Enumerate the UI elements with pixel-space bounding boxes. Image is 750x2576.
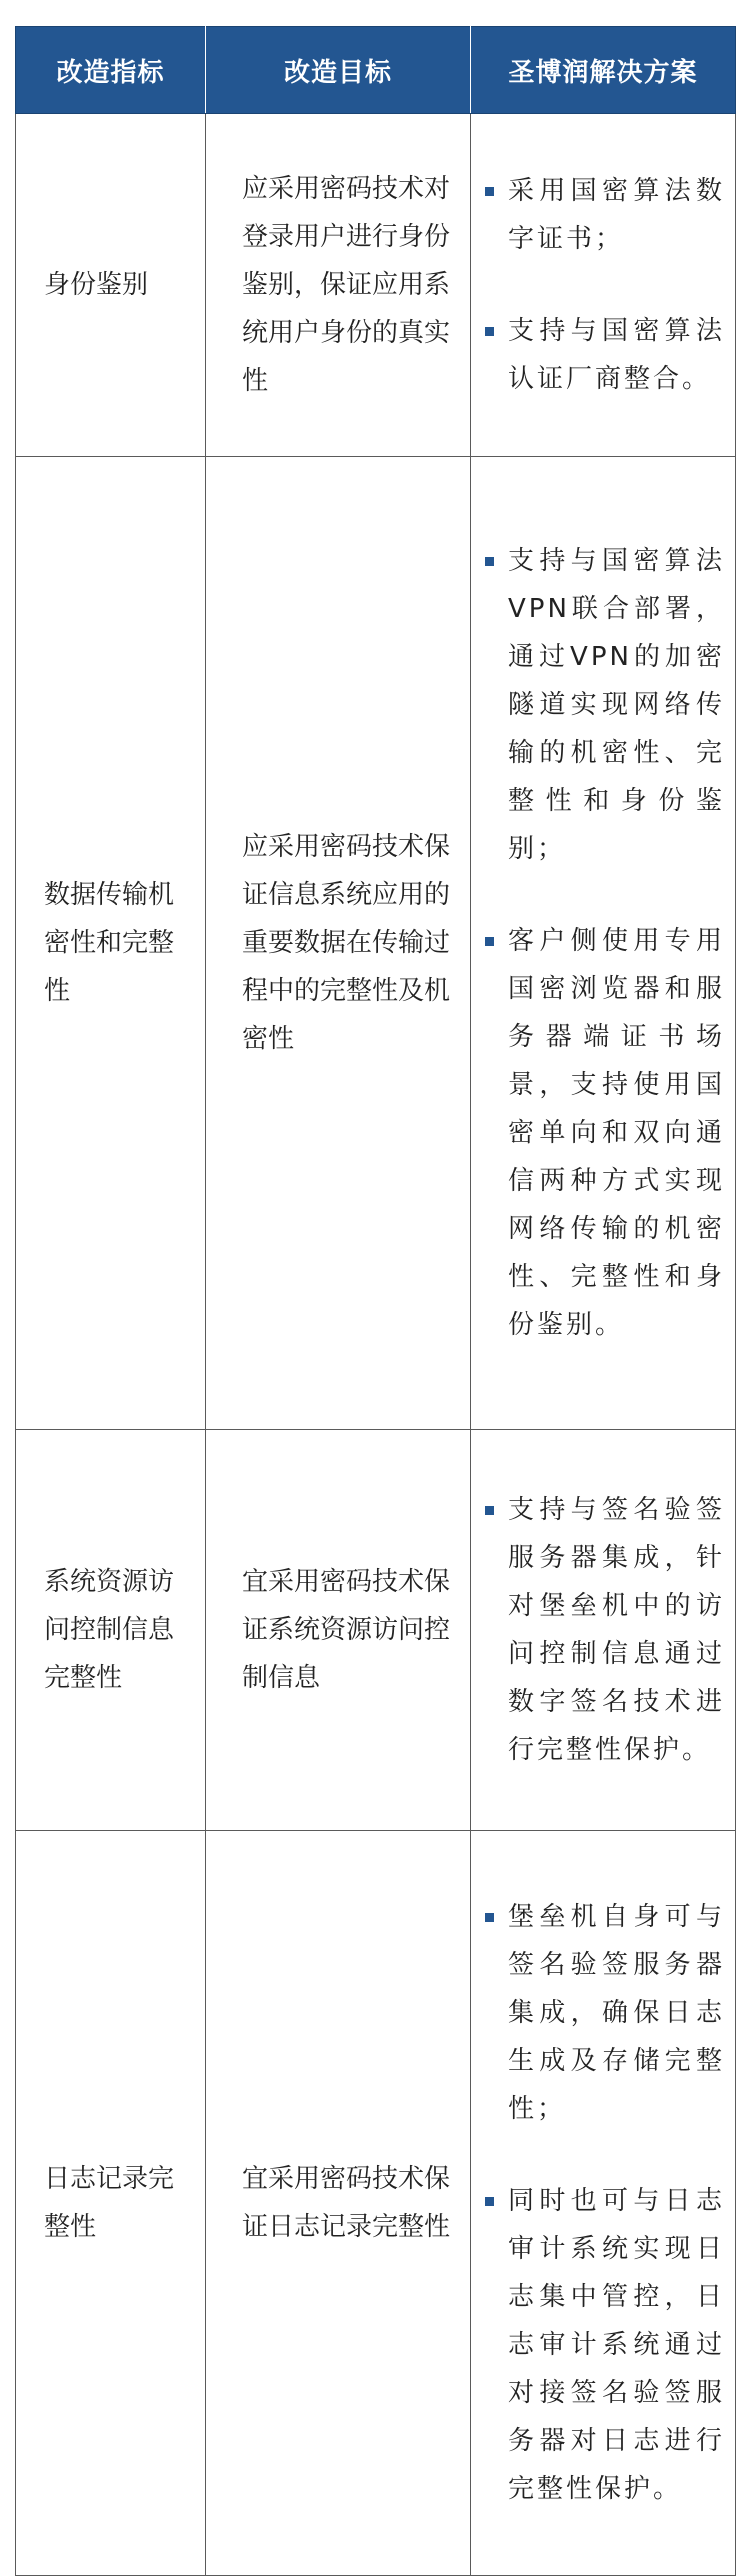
solution-cell [471, 1430, 736, 1831]
square-bullet-icon [485, 2197, 494, 2206]
solution-item [485, 307, 725, 403]
solution-item [485, 167, 725, 263]
indicator-cell: 日志记录完整性 [16, 1831, 206, 2576]
solution-text: 采用国密算法数字证书； [508, 176, 725, 254]
solution-text: 支持与签名验签服务器集成，针对堡垒机中的访问控制信息通过数字签名技术进行完整性保护。 [508, 1495, 725, 1765]
solution-list [485, 1486, 725, 1774]
header-solution: 圣博润解决方案 [471, 27, 736, 114]
target-cell: 应采用密码技术保证信息系统应用的重要数据在传输过程中的完整性及机密性 [206, 457, 471, 1430]
solution-cell [471, 114, 736, 457]
header-indicator: 改造指标 [16, 27, 206, 114]
table-header [16, 27, 736, 114]
target-cell: 宜采用密码技术保证系统资源访问控制信息 [206, 1430, 471, 1831]
target-cell: 宜采用密码技术保证日志记录完整性 [206, 1831, 471, 2576]
target-cell: 应采用密码技术对登录用户进行身份鉴别，保证应用系统用户身份的真实性 [206, 114, 471, 457]
table-row [16, 1430, 736, 1831]
solution-list [485, 167, 725, 403]
solution-item [485, 1486, 725, 1774]
solution-text: 支持与国密算法VPN联合部署，通过VPN的加密隧道实现网络传输的机密性、完整性和身份鉴别； [508, 546, 725, 864]
solution-text: 堡垒机自身可与签名验签服务器集成，确保日志生成及存储完整性； [508, 1902, 725, 2124]
square-bullet-icon [485, 1506, 494, 1515]
table-row [16, 457, 736, 1430]
square-bullet-icon [485, 187, 494, 196]
solution-item [485, 2177, 725, 2513]
square-bullet-icon [485, 557, 494, 566]
solution-item [485, 917, 725, 1349]
table-row [16, 114, 736, 457]
indicator-cell: 身份鉴别 [16, 114, 206, 457]
solution-item [485, 1893, 725, 2133]
header-target: 改造目标 [206, 27, 471, 114]
square-bullet-icon [485, 327, 494, 336]
solution-text: 同时也可与日志审计系统实现日志集中管控，日志审计系统通过对接签名验签服务器对日志进行完整性保护。 [508, 2186, 725, 2504]
solution-cell [471, 457, 736, 1430]
solution-text: 支持与国密算法认证厂商整合。 [508, 316, 725, 394]
solution-list [485, 537, 725, 1349]
solution-cell [471, 1831, 736, 2576]
reform-table [15, 26, 736, 2576]
indicator-cell: 数据传输机密性和完整性 [16, 457, 206, 1430]
solution-item [485, 537, 725, 873]
table-row [16, 1831, 736, 2576]
solution-text: 客户侧使用专用国密浏览器和服务器端证书场景，支持使用国密单向和双向通信两种方式实现网络传输的机密性、完整性和身份鉴别。 [508, 926, 725, 1340]
indicator-cell: 系统资源访问控制信息完整性 [16, 1430, 206, 1831]
square-bullet-icon [485, 937, 494, 946]
square-bullet-icon [485, 1913, 494, 1922]
solution-list [485, 1893, 725, 2513]
table-body [16, 114, 736, 2576]
